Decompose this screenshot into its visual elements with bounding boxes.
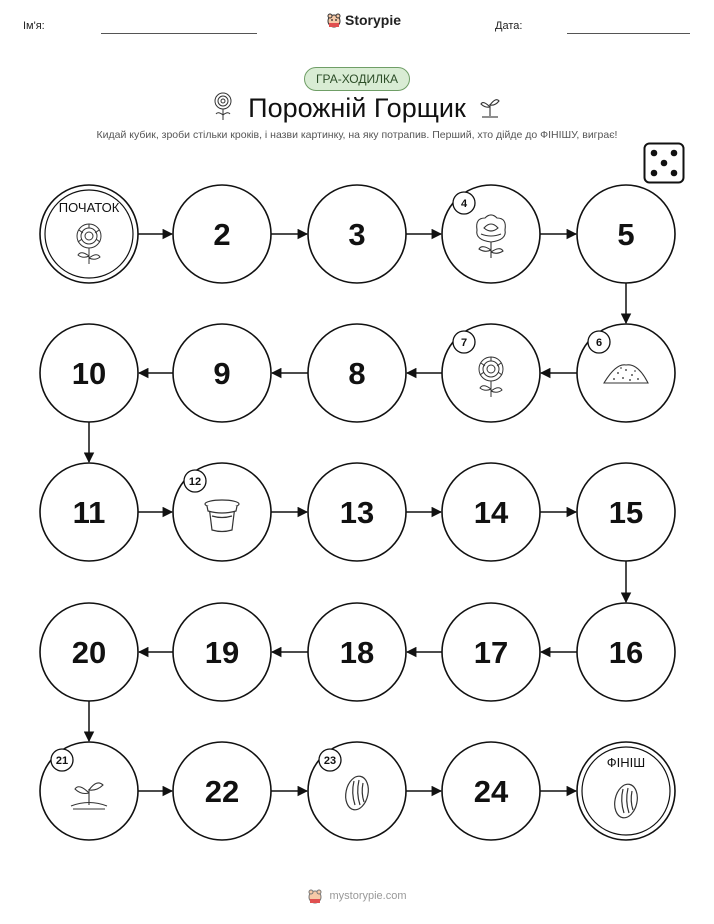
board-cell-13	[308, 463, 406, 561]
board-cell-22	[173, 742, 271, 840]
board-cell-19	[173, 603, 271, 701]
start-label: ПОЧАТОК	[58, 200, 120, 215]
board-cell-23	[308, 742, 406, 840]
cell-number: 7	[460, 337, 468, 349]
board-cell-4	[442, 185, 540, 283]
board-cell-7	[442, 324, 540, 422]
board-cell-17	[442, 603, 540, 701]
board-cell-2	[173, 185, 271, 283]
cell-number: 24	[473, 774, 509, 809]
cell-number: 15	[608, 495, 644, 530]
board-cell-15	[577, 463, 675, 561]
start-cell	[40, 185, 138, 283]
board-cell-16	[577, 603, 675, 701]
page-title: Порожній Горщик	[248, 93, 466, 123]
board-cell-10	[40, 324, 138, 422]
board-cell-6	[577, 324, 675, 422]
storypie-logo-icon	[307, 888, 323, 904]
cell-number: 9	[213, 356, 231, 391]
board-cell-24	[442, 742, 540, 840]
finish-cell	[577, 742, 675, 840]
cell-number: 16	[608, 635, 644, 670]
cell-number: 5	[617, 217, 635, 252]
board-cell-14	[442, 463, 540, 561]
cell-number: 21	[55, 755, 69, 767]
cell-number: 11	[72, 495, 106, 530]
date-label: Дата:	[495, 20, 523, 32]
footer-url: mystorypie.com	[329, 890, 407, 902]
cell-number: 14	[473, 495, 509, 530]
cell-number: 23	[323, 755, 337, 767]
cell-number: 19	[204, 635, 240, 670]
cell-number: 4	[460, 198, 468, 210]
cell-number: 6	[595, 337, 603, 349]
board-cell-11	[40, 463, 138, 561]
footer	[0, 888, 714, 904]
cell-number: 12	[188, 476, 202, 488]
board-cell-20	[40, 603, 138, 701]
board-cell-5	[577, 185, 675, 283]
instructions: Кидай кубик, зроби стільки кроків, і назви картинку, на яку потрапив. Перший, хто дійде до ФІНІШУ, виграє!	[96, 129, 618, 141]
cell-number: 2	[213, 217, 231, 252]
game-badge: ГРА-ХОДИЛКА	[304, 67, 410, 91]
board-cell-9	[173, 324, 271, 422]
cell-number: 22	[204, 774, 240, 809]
brand-name: Storypie	[345, 12, 402, 28]
board-cell-8	[308, 324, 406, 422]
cell-number: 13	[339, 495, 375, 530]
cell-number: 18	[339, 635, 375, 670]
cell-number: 3	[348, 217, 366, 252]
cell-number: 10	[71, 356, 107, 391]
cell-number: 17	[473, 635, 509, 670]
board-cell-21	[40, 742, 138, 840]
cell-number: 8	[348, 356, 366, 391]
board-cell-12	[173, 463, 271, 561]
finish-label: ФІНІШ	[606, 755, 646, 770]
board-cell-18	[308, 603, 406, 701]
name-label: Ім'я:	[23, 20, 45, 32]
cell-number: 20	[71, 635, 107, 670]
board-cell-3	[308, 185, 406, 283]
